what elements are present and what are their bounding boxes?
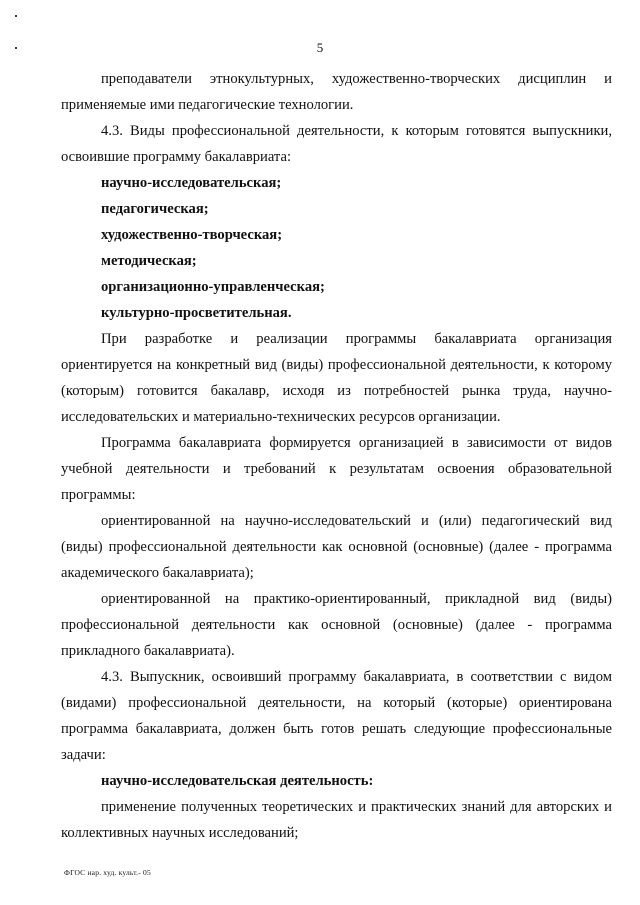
activity-type: организационно-управленческая;	[101, 279, 325, 295]
paragraph: ориентированной на научно-исследовательский и (или) педагогический вид (виды) профессиональной деятельности как основной (основные) (далее - программа академического бакалавриата);	[61, 513, 612, 581]
activity-type: методическая;	[101, 253, 197, 269]
activity-type: научно-исследовательская;	[101, 175, 282, 191]
scan-artifact	[15, 15, 17, 17]
paragraph: применение полученных теоретических и практических знаний для авторских и коллективных научных исследований;	[61, 799, 612, 841]
paragraph: При разработке и реализации программы бакалавриата организация ориентируется на конкретный вид (виды) профессиональной деятельности, к которому (которым) готовится бакалавр, исходя из потребностей рынка труда, научно-исследовательских и материально-технических ресурсов организации.	[61, 331, 612, 425]
paragraph: ориентированной на практико-ориентированный, прикладной вид (виды) профессиональной деятельности как основной (основные) (далее - программа прикладного бакалавриата).	[61, 591, 612, 659]
page-number: 5	[316, 40, 324, 55]
document-body	[61, 66, 612, 846]
paragraph: Программа бакалавриата формируется организацией в зависимости от видов учебной деятельности и требований к результатам освоения образовательной программы:	[61, 435, 612, 503]
paragraph: преподаватели этнокультурных, художественно-творческих дисциплин и применяемые ими педагогические технологии.	[61, 71, 612, 113]
activity-type: педагогическая;	[101, 201, 209, 217]
activity-type: культурно-просветительная.	[101, 305, 292, 321]
paragraph: 4.3. Выпускник, освоивший программу бакалавриата, в соответствии с видом (видами) профессиональной деятельности, на который (которые) ориентирована программа бакалавриата, должен быть готов решать следующие профессиональные задачи:	[61, 669, 612, 763]
paragraph: 4.3. Виды профессиональной деятельности, к которым готовятся выпускники, освоившие программу бакалавриата:	[61, 123, 612, 165]
footer-code: ФГОС нар. худ. культ.- 05	[64, 868, 151, 877]
activity-type: художественно-творческая;	[101, 227, 283, 243]
section-heading: научно-исследовательская деятельность:	[101, 773, 374, 789]
